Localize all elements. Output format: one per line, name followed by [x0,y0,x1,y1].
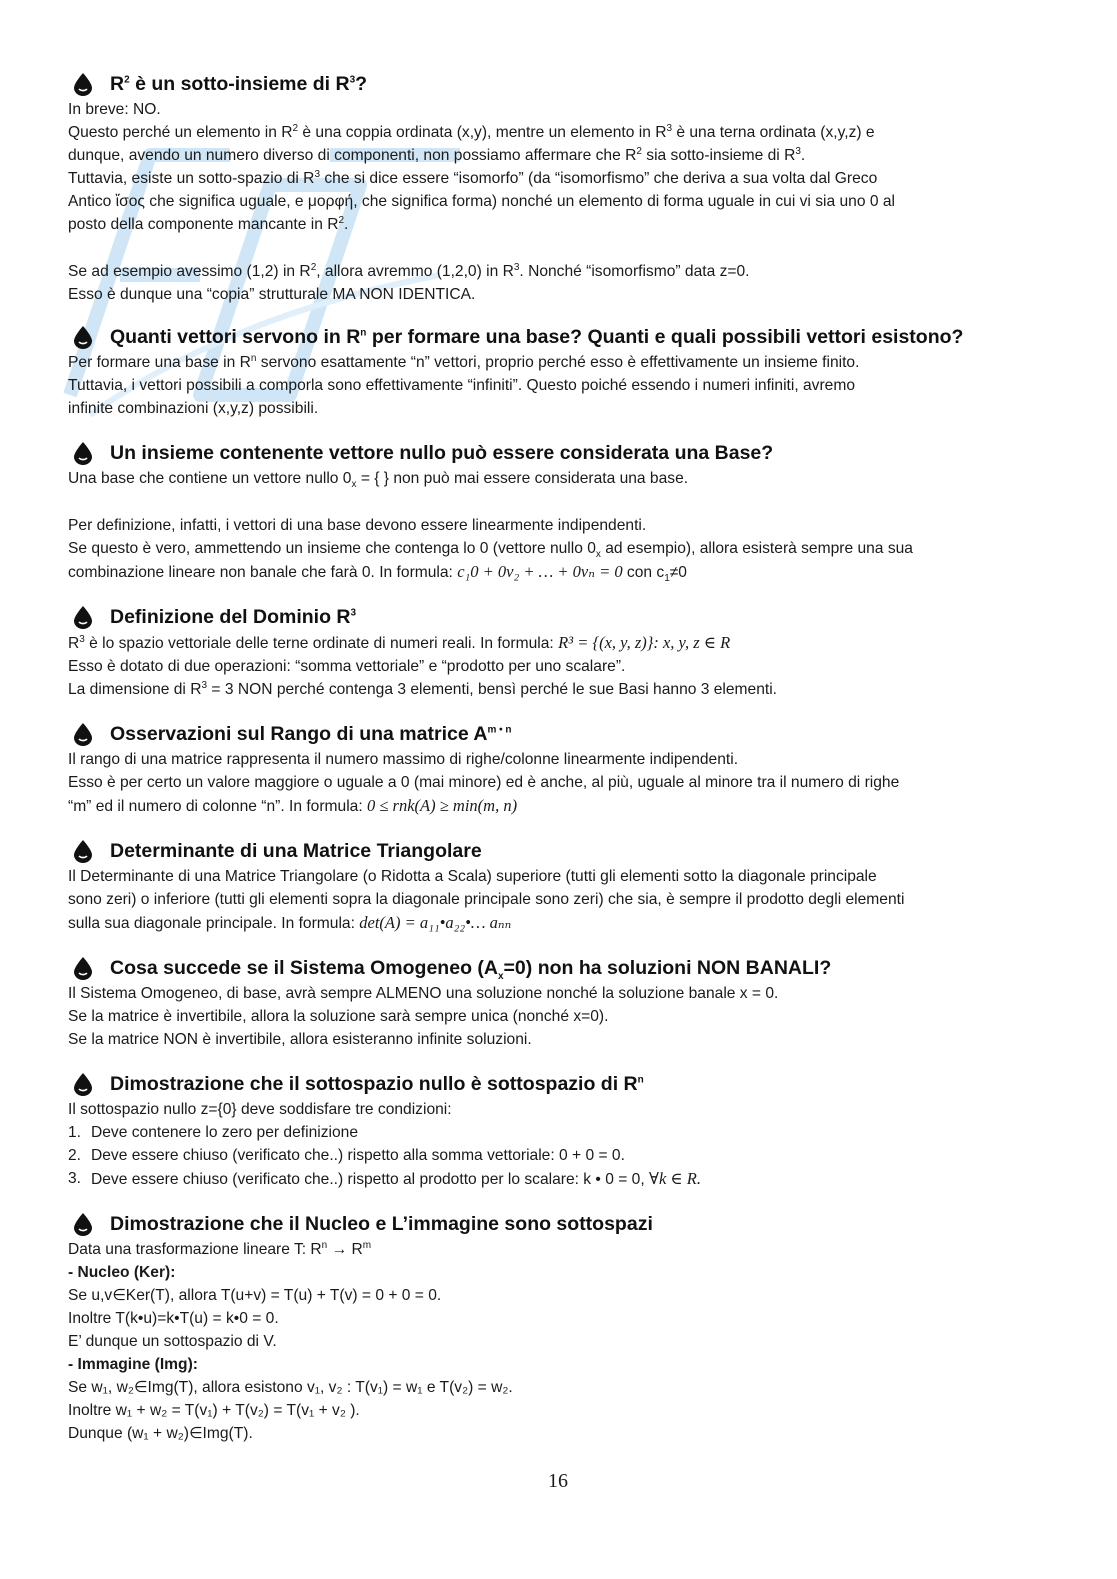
paragraph-line: Il Sistema Omogeneo, di base, avrà sempre ALMENO una soluzione nonché la soluzione banale x = 0. [68,985,779,1002]
subheading-image: - Immagine (Img): [68,1356,198,1373]
paragraph-line: Tuttavia, i vettori possibili a comporla sono effettivamente “infiniti”. Questo poiché essendo i numeri infiniti, avremo [68,377,855,394]
drop-bullet-icon [72,1072,94,1096]
drop-bullet-icon [72,325,94,349]
section-title: $R^2$ è un sotto-insieme di $R^3$? [68,70,1053,98]
paragraph-line: Il sottospazio nullo z={0} deve soddisfare tre condizioni: [68,1101,452,1118]
paragraph-line: Se la matrice NON è invertibile, allora esisteranno infinite soluzioni. [68,1031,532,1048]
section-homogeneous-system [68,954,1053,1051]
list-item: 1. Deve contenere lo zero per definizione [68,1124,358,1141]
paragraph-line: In breve: NO. [68,101,161,118]
paragraph-line: Dunque (w₁ + w₂)∈Img(T). [68,1425,253,1442]
subheading-kernel: - Nucleo (Ker): [68,1264,176,1281]
drop-bullet-icon [72,441,94,465]
section-title: Definizione del Dominio $R^3$ [68,603,1053,631]
drop-bullet-icon [72,605,94,629]
paragraph-line: Inoltre w₁ + w₂ = T(v₁) + T(v₂) = T(v₁ + v₂ ). [68,1402,360,1419]
drop-bullet-icon [72,72,94,96]
formula: c₁0 + 0v₂ + … + 0vₙ = 0 [457,562,623,581]
page-number: 16 [548,1470,568,1492]
section-kernel-image-proof [68,1210,1053,1445]
paragraph-line: infinite combinazioni (x,y,z) possibili. [68,400,319,417]
formula: ∀k ∈ R. [649,1169,701,1188]
drop-bullet-icon [72,1212,94,1236]
paragraph-line: Inoltre T(k•u)=k•T(u) = k•0 = 0. [68,1310,279,1327]
paragraph-line: Se u,v∈Ker(T), allora T(u+v) = T(u) + T(v) = 0 + 0 = 0. [68,1287,442,1304]
section-matrix-rank [68,720,1053,818]
paragraph-line: Il rango di una matrice rappresenta il numero massimo di righe/colonne linearmente indipendenti. [68,751,739,768]
section-title: Quanti vettori servono in $R^n$ per formare una base? Quanti e quali possibili vettori esistono? [68,323,1053,351]
drop-bullet-icon [72,956,94,980]
paragraph-line: dunque, avendo un numero diverso di componenti, non possiamo affermare che $R^2$ sia sotto-insieme di $R^3$. [68,145,806,164]
paragraph-line: $R^3$ è lo spazio vettoriale delle terne ordinate di numeri reali. In formula: R³ = {(x, y, z)}: x, y, z ∈ R [68,633,731,652]
section-base-vectors [68,323,1053,420]
paragraph-line: Una base che contiene un vettore nullo $0_x$ = { } non può mai essere considerata una base. [68,470,689,491]
section-triangular-determinant [68,837,1053,935]
section-title: Un insieme contenente vettore nullo può essere considerata una Base? [68,439,1053,467]
paragraph-line: sulla sua diagonale principale. In formula: det(A) = a₁₁•a₂₂•… aₙₙ [68,913,512,932]
paragraph-line: Antico ἴσος che significa uguale, e μορφή, che significa forma) nonché un elemento di forma uguale in cui vi sia uno 0 al [68,193,895,210]
paragraph-line: Se ad esempio avessimo (1,2) in $R^2$, allora avremmo (1,2,0) in $R^3$. Nonché “isomorfismo” data z=0. [68,261,750,280]
paragraph-line: Per formare una base in $R^n$ servono esattamente “n” vettori, proprio perché esso è effettivamente un insieme finito. [68,352,860,371]
paragraph-line: Se la matrice è invertibile, allora la soluzione sarà sempre unica (nonché x=0). [68,1008,609,1025]
paragraph-line: Se questo è vero, ammettendo un insieme che contenga lo 0 (vettore nullo $0_x$ ad esempio), allora esisterà sempre una sua [68,540,913,561]
list-item: 3. Deve essere chiuso (verificato che..) rispetto al prodotto per lo scalare: k • 0 = 0, ∀k ∈ R. [68,1169,701,1188]
paragraph-line: Se w₁, w₂∈Img(T), allora esistono v₁, v₂ : T(v₁) = w₁ e T(v₂) = w₂. [68,1379,513,1396]
section-r2-subset [68,70,1053,306]
conditions-list [68,1121,1053,1191]
paragraph-line: posto della componente mancante in $R^2$. [68,214,349,233]
section-title: Determinante di una Matrice Triangolare [68,837,1053,865]
paragraph-line: “m” ed il numero di colonne “n”. In formula: 0 ≤ rnk(A) ≥ min(m, n) [68,796,518,815]
paragraph-line: Esso è dotato di due operazioni: “somma vettoriale” e “prodotto per uno scalare”. [68,658,626,675]
paragraph-line: Il Determinante di una Matrice Triangolare (o Ridotta a Scala) superiore (tutti gli elementi sotto la diagonale principale [68,868,877,885]
paragraph-line: Questo perché un elemento in $R^2$ è una coppia ordinata (x,y), mentre un elemento in $R^3$ è una terna ordinata (x,y,z) e [68,122,875,141]
paragraph-line: Data una trasformazione lineare T: $R^n \to R^m$ [68,1239,372,1258]
paragraph-line: Esso è dunque una “copia” strutturale MA NON IDENTICA. [68,286,476,303]
drop-bullet-icon [72,722,94,746]
paragraph-line: Esso è per certo un valore maggiore o uguale a 0 (mai minore) ed è anche, al più, uguale al minore tra il numero di righe [68,774,900,791]
drop-bullet-icon [72,839,94,863]
paragraph-line: combinazione lineare non banale che farà 0. In formula: c₁0 + 0v₂ + … + 0vₙ = 0 con $c_1\ne 0$ [68,562,687,585]
section-null-subspace-proof [68,1070,1053,1191]
page-content [68,70,1053,1445]
section-title: Dimostrazione che il Nucleo e L’immagine sono sottospazi [68,1210,1053,1238]
formula: det(A) = a₁₁•a₂₂•… aₙₙ [359,913,512,932]
section-title: Cosa succede se il Sistema Omogeneo $(A_x=0)$ non ha soluzioni NON BANALI? [68,954,1053,982]
paragraph-line: Tuttavia, esiste un sotto-spazio di $R^3$ che si dice essere “isomorfo” (da “isomorfismo” che deriva a sua volta dal Greco [68,168,878,187]
section-title: Osservazioni sul Rango di una matrice $A^{m • n}$ [68,720,1053,748]
paragraph-line: sono zeri) o inferiore (tutti gli elementi sopra la diagonale principale sono zeri) che sia, è sempre il prodotto degli elementi [68,891,905,908]
section-domain-r3 [68,603,1053,701]
section-null-vector-base [68,439,1053,584]
section-title: Dimostrazione che il sottospazio nullo è sottospazio di $R^n$ [68,1070,1053,1098]
formula: R³ = {(x, y, z)}: x, y, z ∈ R [558,633,731,652]
list-item: 2. Deve essere chiuso (verificato che..) rispetto alla somma vettoriale: 0 + 0 = 0. [68,1147,625,1164]
formula: 0 ≤ rnk(A) ≥ min(m, n) [367,796,518,815]
paragraph-line: La dimensione di $R^3 = 3$ NON perché contenga 3 elementi, bensì perché le sue Basi hanno 3 elementi. [68,679,778,698]
paragraph-line: E’ dunque un sottospazio di V. [68,1333,277,1350]
paragraph-line: Per definizione, infatti, i vettori di una base devono essere linearmente indipendenti. [68,517,647,534]
